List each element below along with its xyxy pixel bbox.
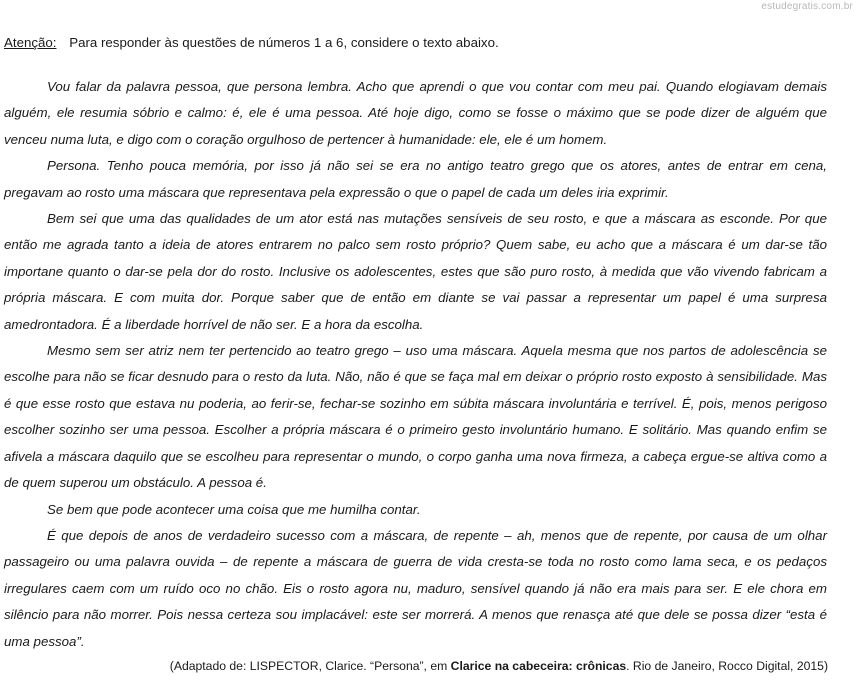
watermark: estudegratis.com.br (761, 1, 853, 12)
paragraph: Mesmo sem ser atriz nem ter pertencido ao teatro grego – uso uma máscara. Aquela mesma que nos partos de adolescência se escolhe para não se ficar desnudo para o resto da luta. Não, não é que se faça mal em deixar o próprio rosto exposto à sensibilidade. Mas é que esse rosto que estava nu poderia, ao ferir-se, fechar-se sozinho em súbita máscara involuntária e terrível. É, pois, menos perigoso escolher sozinho ser uma pessoa. Escolher a própria máscara é o primeiro gesto involuntário humano. E solitário. Mas quando enfim se afivela a máscara daquilo que se escolheu para representar o mundo, o corpo ganha uma nova firmeza, a cabeça ergue-se altiva como a de quem superou um obstáculo. A pessoa é. (4, 343, 827, 491)
instruction-header (4, 35, 499, 50)
paragraph: Bem sei que uma das qualidades de um ator está nas mutações sensíveis de seu rosto, e que a máscara as esconde. Por que então me agrada tanto a ideia de atores entrarem no palco sem rosto próprio? Quem sabe, eu acho que a máscara é um dar-se tão importane quanto o dar-se pela dor do rosto. Inclusive os adolescentes, estes que são puro rosto, à medida que vão vivendo fabricam a própria máscara. E com muita dor. Porque saber que de então em diante se vai passar a representar um papel é uma surpresa amedrontadora. É a liberdade horrível de não ser. E a hora da escolha. (4, 211, 827, 332)
attention-label: Atenção: (4, 35, 57, 50)
paragraph: Persona. Tenho pouca memória, por isso já não sei se era no antigo teatro grego que os atores, antes de entrar em cena, pregavam ao rosto uma máscara que representava pela expressão o que o papel de cada um deles iria exprimir. (4, 158, 827, 200)
source-book-title: Clarice na cabeceira: crônicas (450, 659, 627, 673)
paragraph: É que depois de anos de verdadeiro sucesso com a máscara, de repente – ah, menos que de repente, por causa de um olhar passageiro ou uma palavra ouvida – de repente a máscara de guerra de vida cresta-se toda no rosto como lama seca, e os pedaços irregulares caem com um ruído oco no chão. Eis o rosto agora nu, maduro, sensível quando já não era mais para ser. E ele chora em silêncio para não morrer. Pois nessa certeza sou implacável: este ser morrerá. A menos que renasça até que dele se possa dizer “esta é uma pessoa”. (4, 527, 827, 649)
source-citation (170, 659, 828, 673)
source-prefix: (Adaptado de: LISPECTOR, Clarice. “Persona”, em (169, 659, 448, 673)
passage-text (4, 74, 827, 655)
paragraph: Se bem que pode acontecer uma coisa que me humilha contar. (47, 501, 421, 517)
source-suffix: . Rio de Janeiro, Rocco Digital, 2015) (626, 659, 828, 673)
paragraph: Vou falar da palavra pessoa, que persona lembra. Acho que aprendi o que vou contar com meu pai. Quando elogiavam demais alguém, ele resumia sóbrio e calmo: é, ele é uma pessoa. Até hoje digo, como se fosse o máximo que se pode dizer de alguém que venceu numa luta, e digo com o coração orgulhoso de pertencer à humanidade: ele, ele é um homem. (4, 79, 827, 147)
instruction-text: Para responder às questões de números 1 a 6, considere o texto abaixo. (69, 35, 499, 50)
